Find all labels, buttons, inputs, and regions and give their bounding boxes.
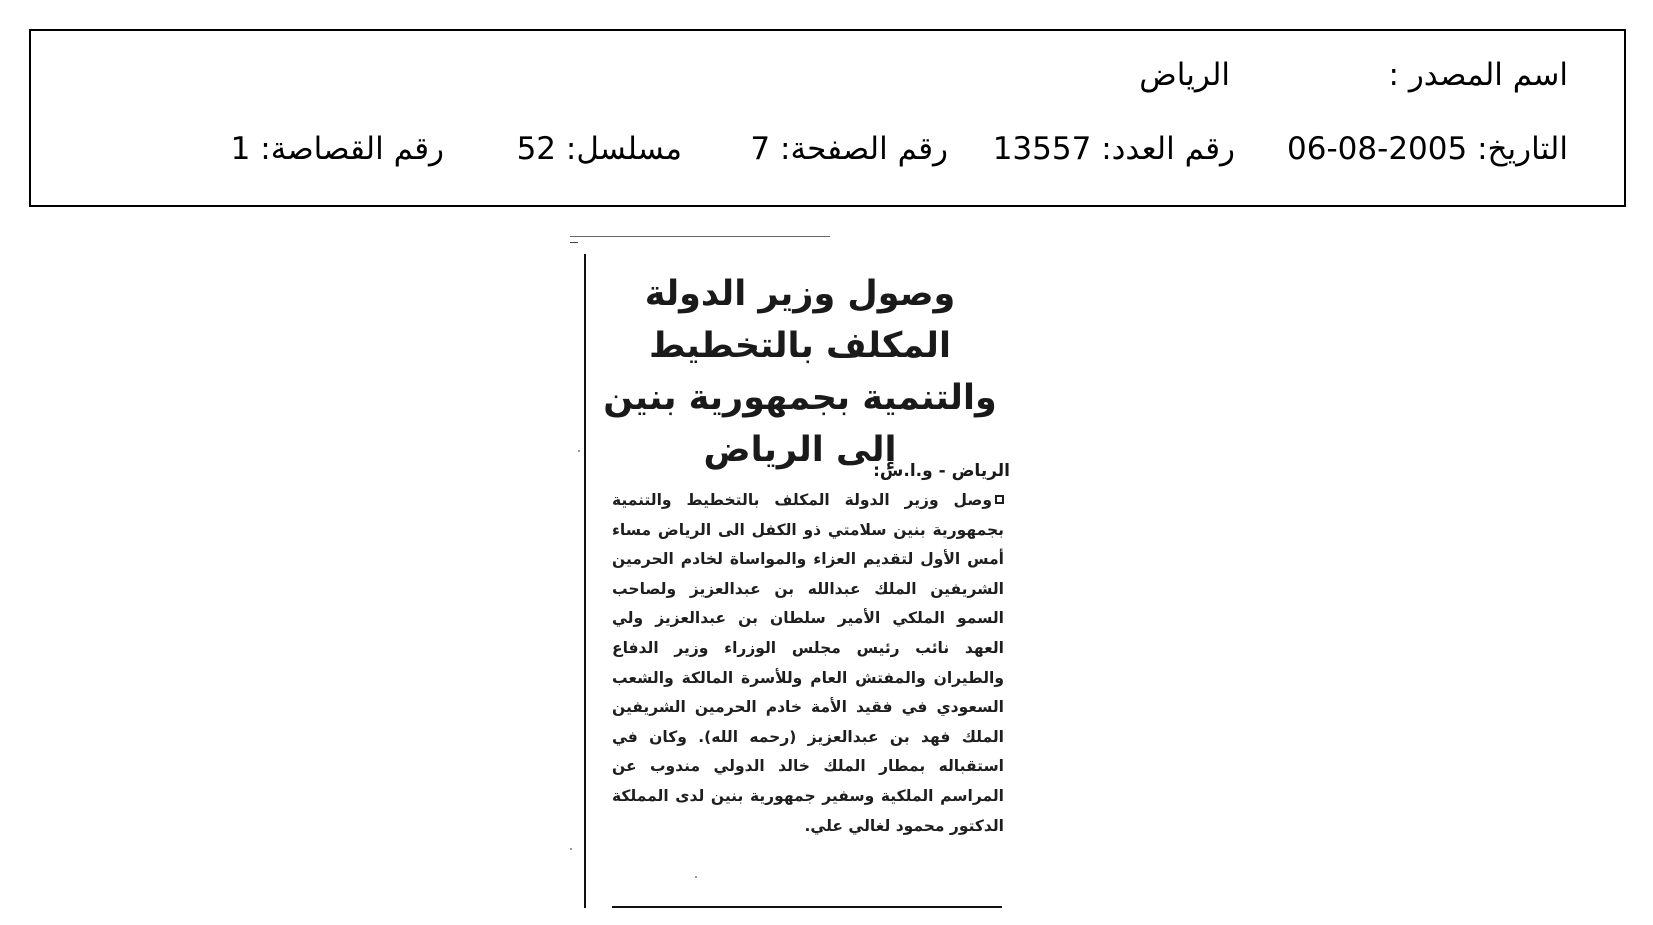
details-row bbox=[31, 127, 1624, 171]
page-label: رقم الصفحة: bbox=[780, 131, 948, 167]
issue-value: 13557 bbox=[992, 131, 1092, 167]
square-bullet-icon bbox=[995, 495, 1004, 504]
date-field bbox=[1287, 127, 1568, 171]
scan-speck bbox=[695, 876, 697, 878]
article-dateline: الرياض - و.ا.س: bbox=[873, 461, 1010, 481]
source-value: الرياض bbox=[1139, 57, 1230, 93]
clipping-metadata-box bbox=[29, 29, 1626, 207]
column-rule bbox=[584, 254, 586, 908]
article-body bbox=[612, 486, 1004, 841]
clipping-top-edge bbox=[570, 236, 830, 237]
clipping-edge-tick bbox=[570, 242, 578, 243]
clipping-bottom-rule bbox=[612, 906, 1002, 908]
date-label: التاريخ: bbox=[1477, 131, 1568, 167]
source-row bbox=[31, 53, 1624, 97]
issue-field bbox=[993, 127, 1235, 171]
source-label: اسم المصدر : bbox=[1388, 57, 1568, 93]
article-headline: وصول وزير الدولة المكلف بالتخطيط والتنمية بجمهورية بنين إلى الرياض bbox=[603, 274, 997, 470]
clip-number-label: رقم القصاصة: bbox=[260, 131, 444, 167]
scan-speck bbox=[570, 848, 572, 850]
date-value: 2005-08-06 bbox=[1287, 131, 1468, 167]
serial-value: 52 bbox=[516, 131, 557, 167]
issue-label: رقم العدد: bbox=[1101, 131, 1235, 167]
page-field bbox=[750, 127, 948, 171]
serial-field bbox=[517, 127, 682, 171]
article-body-text: وصل وزير الدولة المكلف بالتخطيط والتنمية بجمهورية بنين سلامتي ذو الكفل الى الرياض مساء أمس الأول لتقديم العزاء والمواساة لخادم الحرمين الشريفين الملك عبدالله بن عبدالعزيز ولصاحب السمو الملكي الأمير سلطان بن عبدالعزيز ولي العهد نائب رئيس مجلس الوزراء وزير الدفاع والطيران والمفتش العام وللأسرة المالكة والشعب السعودي في فقيد الأمة خادم الحرمين الشريفين الملك فهد بن عبدالعزيز (رحمه الله). وكان في استقباله بمطار الملك خالد الدولي مندوب عن المراسم الملكية وسفير جمهورية بنين لدى المملكة الدكتور محمود لغالي علي. bbox=[612, 491, 1004, 835]
newspaper-clipping bbox=[570, 236, 1010, 910]
scan-speck bbox=[578, 450, 580, 452]
serial-label: مسلسل: bbox=[565, 131, 682, 167]
page-value: 7 bbox=[750, 131, 771, 167]
clip-number-value: 1 bbox=[230, 131, 251, 167]
clip-number-field bbox=[231, 127, 444, 171]
